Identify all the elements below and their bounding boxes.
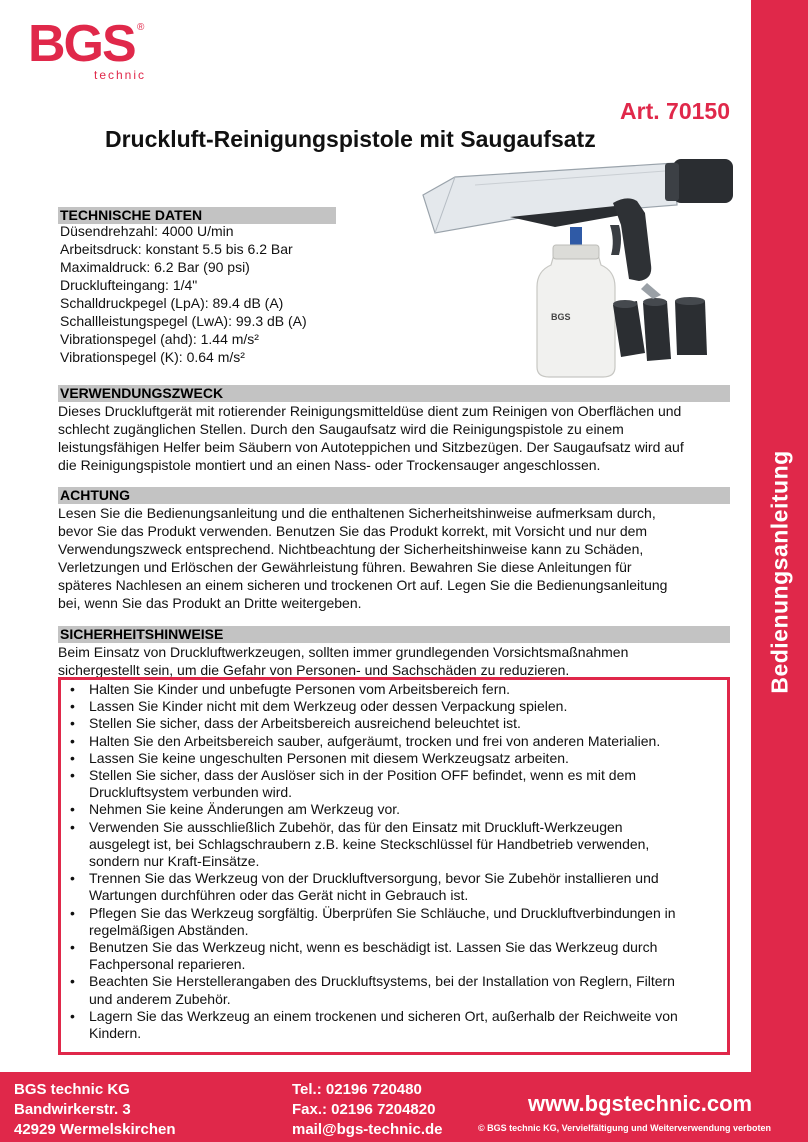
warning-line: Verwendungszweck entsprechend. Nichtbeachtung der Sicherheitshinweise kann zu Schäden, <box>58 541 644 557</box>
logo-subtitle: technic <box>94 68 147 82</box>
tech-data-line: Drucklufteingang: 1/4" <box>60 277 198 293</box>
adapter-2 <box>643 301 671 361</box>
tech-data-line: Düsendrehzahl: 4000 U/min <box>60 223 234 239</box>
safety-bullet-line: Fachpersonal reparieren. <box>89 956 246 973</box>
safety-bullet-item <box>68 905 723 939</box>
safety-bullet-line: Druckluftsystem verbunden wird. <box>89 784 293 801</box>
safety-bullet-item <box>68 939 723 973</box>
tech-data-line: Arbeitsdruck: konstant 5.5 bis 6.2 Bar <box>60 241 293 257</box>
safety-bullet-item <box>68 698 723 715</box>
safety-bullet-line: • Verwenden Sie ausschließlich Zubehör, das für den Einsatz mit Druckluft-Werkzeugen <box>89 818 623 835</box>
safety-bullet-line: ausgelegt ist, bei Schlagschraubern z.B. keine Steckschlüssel für Handbetrieb verwenden, <box>89 835 650 852</box>
safety-bullet-line: • Pflegen Sie das Werkzeug sorgfältig. Überprüfen Sie Schläuche, und Druckluftverbindungen in <box>89 904 676 921</box>
bottle-label: BGS <box>551 312 571 322</box>
footer-fax: Fax.: 02196 7204820 <box>292 1101 436 1118</box>
footer-contact <box>292 1080 443 1140</box>
safety-bullet-item <box>68 1008 723 1042</box>
footer <box>0 1072 808 1142</box>
tech-data-line: Vibrationspegel (ahd): 1.44 m/s² <box>60 331 259 347</box>
safety-bullet-item <box>68 801 723 818</box>
tech-data-line: Schalldruckpegel (LpA): 89.4 dB (A) <box>60 295 284 311</box>
usage-line: schlecht zugänglichen Stellen. Durch den Saugaufsatz wird die Reinigungspistole zu einem <box>58 421 624 437</box>
logo-text: BGS <box>28 15 135 73</box>
safety-bullet-item <box>68 767 723 801</box>
safety-bullet-line: • Halten Sie Kinder und unbefugte Personen vom Arbeitsbereich fern. <box>89 681 511 697</box>
safety-bullet-line: • Nehmen Sie keine Änderungen am Werkzeug vor. <box>89 801 401 818</box>
usage-paragraph <box>58 402 728 474</box>
tech-data-list <box>60 222 307 366</box>
footer-city: 42929 Wermelskirchen <box>14 1121 176 1138</box>
safety-bullet-line: • Stellen Sie sicher, dass der Arbeitsbereich ausreichend beleuchtet ist. <box>89 715 521 732</box>
footer-mail[interactable]: mail@bgs-technic.de <box>292 1121 443 1138</box>
safety-bullet-line: • Benutzen Sie das Werkzeug nicht, wenn es beschädigt ist. Lassen Sie das Werkzeug durch <box>89 939 658 956</box>
footer-copyright: © BGS technic KG, Vervielfältigung und Weiterverwendung verboten <box>478 1123 772 1133</box>
warning-heading: ACHTUNG <box>58 487 730 504</box>
usage-line: Dieses Druckluftgerät mit rotierender Reinigungsmitteldüse dient zum Reinigen von Oberflächen und <box>58 403 682 419</box>
safety-bullet-line: • Lassen Sie keine ungeschulten Personen mit diesem Werkzeugsatz arbeiten. <box>89 749 569 766</box>
air-inlet-fitting <box>641 283 661 299</box>
safety-bullet-line: regelmäßigen Abständen. <box>89 921 249 938</box>
side-label: Bedienungsanleitung <box>766 450 793 694</box>
warning-line: bevor Sie das Produkt verwenden. Benutzen Sie das Produkt korrekt, mit Vorsicht und nur dem <box>58 523 648 539</box>
adapter-3 <box>675 301 707 355</box>
safety-bullet-line: Kindern. <box>89 1025 142 1042</box>
safety-bullet-line: Wartungen durchführen oder das Gerät nicht in Gebrauch ist. <box>89 887 469 904</box>
tech-data-line: Schallleistungspegel (LwA): 99.3 dB (A) <box>60 313 307 329</box>
safety-bullet-line: • Trennen Sie das Werkzeug von der Druckluftversorgung, bevor Sie Zubehör installieren und <box>89 870 659 887</box>
safety-bullet-item <box>68 870 723 904</box>
warning-line: späteres Nachlesen an einem sicheren und trockenen Ort auf. Legen Sie die Bedienungsanleitung <box>58 577 668 593</box>
footer-website[interactable]: www.bgstechnic.com <box>528 1091 753 1116</box>
safety-bullet-item <box>68 733 723 750</box>
footer-address <box>14 1080 176 1140</box>
safety-bullet-line: • Lassen Sie Kinder nicht mit dem Werkzeug oder dessen Verpackung spielen. <box>89 698 568 715</box>
page-title: Druckluft-Reinigungspistole mit Saugaufsatz <box>105 126 596 152</box>
product-image <box>415 155 737 383</box>
safety-bullet-item <box>68 819 723 871</box>
warning-paragraph <box>58 504 728 612</box>
safety-heading: SICHERHEITSHINWEISE <box>58 626 730 643</box>
safety-intro <box>58 643 728 679</box>
safety-bullet-item <box>68 750 723 767</box>
safety-bullet-line: • Stellen Sie sicher, dass der Auslöser sich in der Position OFF befindet, wenn es mit dem <box>89 767 637 784</box>
safety-bullet-item <box>68 973 723 1007</box>
usage-line: leistungsfähigen Helfer beim Säubern von Autoteppichen und Sitzbezügen. Der Saugaufsatz wird auf <box>58 439 684 455</box>
brand-logo <box>28 15 153 88</box>
safety-intro-line: sichergestellt sein, um die Gefahr von Personen- und Sachschäden zu reduzieren. <box>58 662 570 678</box>
footer-tel: Tel.: 02196 720480 <box>292 1081 422 1098</box>
tech-data-line: Maximaldruck: 6.2 Bar (90 psi) <box>60 259 250 275</box>
article-number: Art. 70150 <box>620 98 730 124</box>
trigger <box>610 225 621 255</box>
logo-registered-mark: ® <box>137 22 145 33</box>
warning-line: bei, wenn Sie das Produkt an Dritte weitergeben. <box>58 595 362 611</box>
usage-line: die Reinigungspistole montiert und an einen Nass- oder Trockensauger angeschlossen. <box>58 457 601 473</box>
safety-bullet-item <box>68 715 723 732</box>
hose-connector <box>673 159 733 203</box>
safety-bullet-item <box>68 681 723 698</box>
tech-data-heading: TECHNISCHE DATEN <box>58 207 336 224</box>
safety-intro-line: Beim Einsatz von Druckluftwerkzeugen, sollten immer grundlegenden Vorsichtsmaßnahmen <box>58 644 629 660</box>
cleaning-bottle <box>537 251 615 377</box>
adapter-1 <box>613 301 645 357</box>
safety-bullet-line: • Halten Sie den Arbeitsbereich sauber, aufgeräumt, trocken und frei von anderen Materialien. <box>89 732 661 749</box>
footer-company: BGS technic KG <box>14 1081 130 1098</box>
tech-data-line: Vibrationspegel (K): 0.64 m/s² <box>60 349 245 365</box>
safety-bullet-line: und anderem Zubehör. <box>89 990 231 1007</box>
warning-line: Lesen Sie die Bedienungsanleitung und die enthaltenen Sicherheitshinweise aufmerksam durch, <box>58 505 656 521</box>
safety-bullet-list <box>68 681 723 1042</box>
safety-bullet-line: • Beachten Sie Herstellerangaben des Druckluftsystems, bei der Installation von Reglern, Filtern <box>89 973 675 990</box>
warning-line: Verletzungen und Erlöschen der Gewährleistung führen. Bewahren Sie diese Anleitungen für <box>58 559 632 575</box>
footer-street: Bandwirkerstr. 3 <box>14 1101 131 1118</box>
safety-bullet-line: sondern nur Kraft-Einsätze. <box>89 853 260 870</box>
safety-bullet-line: • Lagern Sie das Werkzeug an einem trockenen und sicheren Ort, außerhalb der Reichweite von <box>89 1007 678 1024</box>
usage-heading: VERWENDUNGSZWECK <box>58 385 730 402</box>
